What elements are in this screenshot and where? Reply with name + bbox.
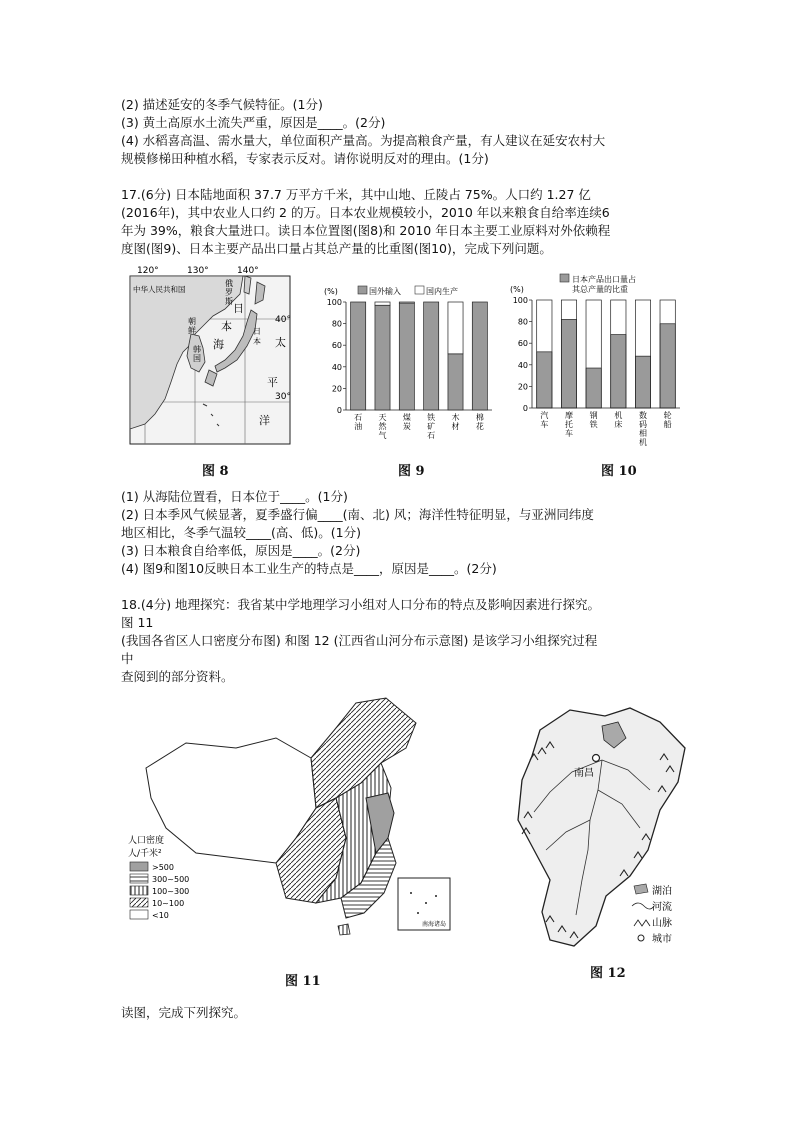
fig10-legend-line2: 其总产量的比重	[572, 285, 628, 294]
fig8-lon-label: 140°	[237, 266, 259, 276]
fig10-y-tick-label: 60	[517, 339, 528, 349]
q17-question-2: (2) 日本季风气候显著，夏季盛行偏____(南、北) 风；海洋性特征明显，与亚洲同纬度	[121, 507, 594, 522]
fig10-legend-swatch	[560, 274, 569, 282]
fig12-legend-mountain-symbol	[634, 920, 650, 926]
fig12-legend-item: 城市	[652, 934, 672, 945]
fig9-bar	[399, 302, 414, 303]
q17-question-1: (1) 从海陆位置看，日本位于____。(1分)	[121, 489, 348, 504]
fig8-place-label: 日	[253, 327, 261, 336]
fig10-category-label: 相	[639, 429, 647, 438]
fig11-legend-swatch-100-300	[130, 886, 148, 895]
fig12-legend-city-symbol	[638, 935, 644, 941]
fig10-category-label: 车	[565, 429, 573, 438]
fig8-place-label: 本	[221, 320, 232, 333]
fig10-bar	[660, 324, 675, 408]
fig9-bar	[375, 302, 390, 305]
q17-question-4: (4) 图9和图10反映日本工业生产的特点是____，原因是____。(2分)	[121, 561, 497, 576]
fig9-y-tick-label: 80	[331, 319, 342, 329]
fig10-y-tick-label: 100	[512, 296, 528, 305]
fig10-category-label: 摩	[565, 411, 573, 420]
fig12-legend-lake-symbol	[634, 884, 648, 894]
fig9-y-tick-label: 60	[331, 341, 342, 351]
fig12-legend-item: 河流	[652, 902, 672, 913]
fig10-y-tick-label: 40	[517, 360, 528, 370]
fig10-bar	[611, 335, 626, 408]
fig9-chart	[322, 282, 496, 442]
fig9-bar	[351, 302, 366, 410]
fig10-ylabel: (%)	[510, 285, 524, 294]
fig9-y-tick-label: 40	[331, 362, 342, 372]
fig10-category-label: 床	[614, 420, 623, 429]
fig8-place-label: 中华人民共和国	[133, 285, 186, 294]
fig9-category-label: 矿	[427, 422, 436, 431]
fig10-category-label: 轮	[663, 411, 672, 420]
fig9-category-label: 材	[451, 422, 460, 431]
q16-line-1: (2) 描述延安的冬季气候特征。(1分)	[121, 97, 323, 112]
q17-question-2-cont: 地区相比，冬季气温较____(高、低)。(1分)	[121, 525, 361, 540]
fig8-place-label: 日	[233, 302, 244, 315]
fig11-legend-item: >500	[152, 863, 174, 872]
fig9-bar	[448, 354, 463, 410]
fig9-y-tick-label: 100	[326, 298, 342, 307]
fig11-legend-item: <10	[152, 911, 169, 920]
q17-line-2: (2016年)，其中农业人口约 2 的万。日本农业规模较小，2010 年以来粮食自给率连续6	[121, 205, 610, 220]
fig8-lat-label: 40°	[275, 315, 291, 325]
fig8-caption: 图 8	[202, 464, 229, 479]
fig9-legend-domestic: 国内生产	[426, 287, 458, 296]
q16-line-4: 规模修梯田种植水稻，专家表示反对。请你说明反对的理由。(1分)	[121, 151, 489, 166]
q16-line-2: (3) 黄土高原水土流失严重，原因是____。(2分)	[121, 115, 386, 130]
fig9-bar	[472, 302, 487, 410]
fig10-bar	[561, 319, 576, 408]
q17-question-3: (3) 日本粮食自给率低，原因是____。(2分)	[121, 543, 361, 558]
fig11-legend-swatch-lt10	[130, 910, 148, 919]
fig8-japan-map	[125, 264, 297, 454]
q18-line-2: 图 11	[121, 615, 154, 630]
fig8-lon-label: 130°	[187, 266, 209, 276]
fig9-category-label: 棉	[475, 413, 484, 422]
q18-line-1: 18.(4分) 地理探究：我省某中学地理学习小组对人口分布的特点及影响因素进行探究。	[121, 597, 601, 612]
fig11-legend-swatch-500plus	[130, 862, 148, 871]
fig9-bar	[424, 302, 439, 410]
fig9-bar	[448, 302, 463, 354]
fig8-place-label: 罗	[225, 288, 233, 297]
fig9-category-label: 炭	[402, 422, 411, 431]
fig8-place-label: 斯	[225, 297, 233, 306]
fig10-y-tick-label: 0	[522, 404, 528, 413]
fig12-jiangxi-map	[510, 700, 700, 962]
fig8-place-label: 海	[213, 338, 224, 351]
fig9-category-label: 木	[451, 413, 460, 422]
fig9-ylabel: (%)	[324, 287, 338, 296]
fig12-legend-river-symbol	[632, 903, 654, 909]
fig9-category-label: 铁	[427, 413, 436, 422]
fig11-legend-unit: 人/千米²	[128, 849, 162, 859]
fig10-bar	[586, 368, 601, 408]
fig10-category-label: 船	[663, 420, 672, 429]
fig10-caption: 图 10	[601, 464, 637, 479]
q17-line-4: 度图(图9)、日本主要产品出口量占其总产量的比重图(图10)，完成下列问题。	[121, 241, 552, 256]
fig8-place-label: 朝	[188, 317, 196, 326]
fig9-category-label: 石	[427, 431, 436, 440]
fig9-category-label: 石	[354, 413, 363, 422]
fig11-inset-label: 南海诸岛	[422, 921, 447, 928]
q17-line-1: 17.(6分) 日本陆地面积 37.7 万平方千米，其中山地、丘陵占 75%。人口约 1.27 亿	[121, 187, 591, 202]
fig10-category-label: 托	[565, 420, 573, 429]
fig10-chart	[508, 270, 684, 458]
fig9-y-tick-label: 20	[331, 384, 342, 394]
fig12-caption: 图 12	[590, 966, 626, 981]
fig10-category-label: 铁	[589, 420, 598, 429]
fig12-city-marker	[593, 755, 600, 762]
fig8-place-label: 国	[193, 354, 201, 363]
fig10-y-tick-label: 20	[517, 382, 528, 392]
fig11-legend-swatch-300-500	[130, 874, 148, 883]
fig10-category-label: 机	[639, 438, 647, 447]
fig11-legend-title: 人口密度	[128, 836, 165, 846]
fig10-legend-line1: 日本产品出口量占	[572, 275, 636, 284]
fig10-bar	[635, 356, 650, 408]
fig10-category-label: 机	[614, 411, 623, 420]
fig9-category-label: 然	[378, 422, 387, 431]
fig9-caption: 图 9	[398, 464, 425, 479]
fig11-legend-item: 100~300	[152, 887, 190, 896]
q16-line-3: (4) 水稻喜高温、需水量大，单位面积产量高。为提高粮食产量，有人建议在延安农村大	[121, 133, 606, 148]
fig10-category-label: 钢	[589, 411, 598, 420]
fig8-place-label: 平	[267, 376, 278, 389]
fig8-lon-label: 120°	[137, 266, 159, 276]
fig8-place-label: 本	[253, 337, 261, 346]
fig8-place-label: 太	[275, 336, 286, 349]
fig12-legend-item: 山脉	[652, 918, 672, 929]
fig10-y-tick-label: 80	[517, 317, 528, 327]
fig10-category-label: 汽	[540, 411, 549, 420]
fig11-china-density-map	[126, 688, 456, 973]
fig9-category-label: 气	[378, 431, 387, 440]
fig9-legend-swatch-domestic	[415, 286, 424, 294]
fig11-legend-item: 300~500	[152, 875, 190, 884]
fig11-caption: 图 11	[285, 974, 321, 989]
fig10-category-label: 车	[540, 420, 549, 429]
fig12-legend-item: 湖泊	[652, 886, 672, 897]
fig9-category-label: 花	[475, 422, 484, 431]
fig9-bar	[375, 305, 390, 410]
fig9-category-label: 天	[378, 413, 387, 422]
q18-closing: 读图，完成下列探究。	[121, 1005, 247, 1020]
fig9-legend-import: 国外输入	[369, 287, 401, 296]
fig9-bar	[399, 303, 414, 410]
fig9-y-tick-label: 0	[336, 406, 342, 415]
fig10-category-label: 数	[639, 411, 647, 420]
fig8-place-label: 洋	[259, 414, 270, 427]
fig9-category-label: 油	[354, 422, 363, 431]
q18-line-4: 中	[121, 651, 134, 666]
fig10-bar	[537, 352, 552, 408]
fig10-category-label: 码	[639, 420, 647, 429]
q18-line-5: 查阅到的部分资料。	[121, 669, 234, 684]
fig12-city-label: 南昌	[574, 768, 594, 779]
fig8-lat-label: 30°	[275, 392, 291, 402]
fig11-legend-swatch-10-100	[130, 898, 148, 907]
q18-line-3: (我国各省区人口密度分布图) 和图 12 (江西省山河分布示意图) 是该学习小组探究过程	[121, 633, 598, 648]
fig8-place-label: 韩	[193, 345, 201, 354]
fig11-legend-item: 10~100	[152, 899, 185, 908]
fig9-legend-swatch-import	[358, 286, 367, 294]
fig8-place-label: 鲜	[188, 326, 196, 335]
fig8-place-label: 俄	[225, 279, 233, 288]
fig9-category-label: 煤	[402, 413, 411, 422]
q17-line-3: 年为 39%，粮食大量进口。读日本位置图(图8)和 2010 年日本主要工业原料对外依赖程	[121, 223, 611, 238]
